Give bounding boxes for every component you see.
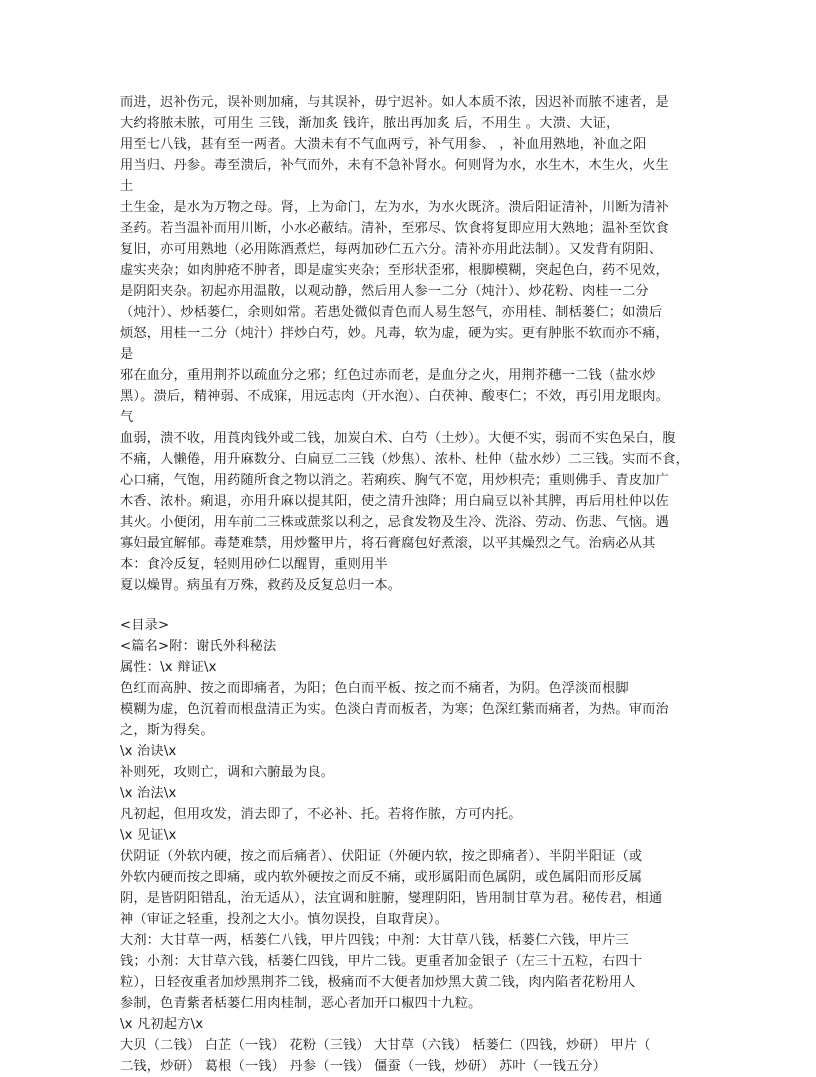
text-line: 黑）。溃后，精神弱、不成寐，用远志肉（开水泡）、白茯神、酸枣仁；不效，再引用龙眼肉。	[120, 389, 670, 404]
text-line: 外软内硬而按之即痛，或内软外硬按之而反不痛，或形属阳而色属阴，或色属阳而形反属	[120, 870, 643, 885]
subheading: \x 凡初起方\x	[120, 1017, 204, 1032]
text-line: 之，斯为得矣。	[120, 723, 214, 738]
text-line: 其火。小便闭，用车前二三株或蔗浆以利之，忌食发物及生冷、洗浴、劳动、伤悲、气恼。遇	[120, 515, 669, 530]
text-line: 凡初起，但用攻发，消去即了，不必补、托。若将作脓，方可内托。	[120, 807, 522, 822]
text-line: 木香、浓朴。痢退，亦用升麻以提其阳，使之清升浊降；用白扁豆以补其脾，再后用杜仲以佐	[120, 494, 669, 509]
subheading: \x 见证\x	[120, 828, 177, 843]
text-line: 土	[120, 179, 134, 194]
document-page	[120, 92, 710, 1077]
section-spacer	[120, 596, 710, 615]
text-line: 夏以燥胃。病虽有万殊，救药及反复总归一本。	[120, 578, 402, 593]
text-line: 大剂：大甘草一两，栝蒌仁八钱，甲片四钱；中剂：大甘草八钱，栝蒌仁六钱，甲片三	[120, 933, 629, 948]
text-line: 粒），日轻夜重者加炒黑荆芥二钱，极痛而不大便者加炒黑大黄二钱，肉内陷者花粉用人	[120, 975, 636, 990]
text-line: 本：食冷反复，轻则用砂仁以醒胃，重则用半	[120, 557, 388, 572]
text-section-treatment	[120, 92, 710, 596]
text-line: 神（审证之轻重，投剂之大小。慎勿误投，自取背戾）。	[120, 912, 449, 927]
text-line: 是	[120, 347, 134, 362]
text-line: 土生金，是水为万物之母。肾，上为命门，左为水，为水火既济。溃后阳证清补，川断为清补	[120, 200, 669, 215]
text-line: 血弱，溃不收，用莨肉钱外或二钱，加炭白术、白芍（土炒）。大便不实，弱而不实色呆白，腹	[120, 431, 676, 446]
text-line: 大贝（二钱） 白芷（一钱） 花粉（三钱） 大甘草（六钱） 栝蒌仁（四钱，炒研） 甲片（	[120, 1038, 651, 1053]
text-line: 烦怒，用桂一二分（炖汁）拌炒白芍，妙。凡毒，软为虚，硬为实。更有肿胀不软而亦不痛，	[120, 326, 669, 341]
text-line: 复旧，亦可用熟地（必用陈酒煮烂，每两加砂仁五六分。清补亦用此法制）。又发背有阴阳、	[120, 242, 663, 257]
text-section-xie-secret-methods	[120, 615, 710, 1077]
chapter-title: <篇名>附：谢氏外科秘法	[120, 639, 277, 654]
text-line: 补则死，攻则亡，调和六腑最为良。	[120, 765, 335, 780]
text-line: 是阴阳夹杂。初起亦用温散，以观动静，然后用人参一二分（炖汁）、炒花粉、肉桂一二分	[120, 284, 649, 299]
text-line: 而进，迟补伤元，误补则加痛，与其误补，毋宁迟补。如人本质不浓，因迟补而脓不速者，是	[120, 95, 669, 110]
text-line: 模糊为虚，色沉着而根盘清正为实。色淡白青而板者，为寒；色深红紫而痛者，为热。审而治	[120, 702, 669, 717]
text-line: 邪在血分，重用荆芥以疏血分之邪；红色过赤而老，是血分之火，用荆芥穗一二钱（盐水炒	[120, 368, 656, 383]
text-line: 寡妇最宜解郁。毒楚难禁，用炒鳖甲片，将石膏腐包好煮滚，以平其燥烈之气。治病必从其	[120, 536, 656, 551]
text-line: 心口痛，气饱，用药随所食之物以消之。若痢疾、胸气不宽，用炒枳壳；重则佛手、青皮加广	[120, 473, 669, 488]
text-line: 气	[120, 410, 134, 425]
text-line: 钱；小剂：大甘草六钱，栝蒌仁四钱，甲片二钱。更重者加金银子（左三十五粒，右四十	[120, 954, 643, 969]
text-line: 用至七八钱，甚有至一两者。大溃未有不气血两亏，补气用参、 ，补血用熟地，补血之阳	[120, 137, 647, 152]
subheading: \x 治法\x	[120, 786, 177, 801]
text-line: 参制，色青紫者栝蒌仁用肉桂制，恶心者加开口椒四十九粒。	[120, 996, 482, 1011]
text-line: 不痛，人懒倦，用升麻数分、白扁豆二三钱（炒焦）、浓朴、杜仲（盐水炒）二三钱。实而不食，	[120, 452, 690, 467]
attribute-line: 属性：\x 辩证\x	[120, 660, 217, 675]
text-line: 伏阴证（外软内硬，按之而后痛者）、伏阳证（外硬内软，按之即痛者）、半阴半阳证（或	[120, 849, 643, 864]
text-line: 大约将脓未脓，可用生 三钱，渐加炙 钱许，脓出再加炙 后，不用生 。大溃、大证，	[120, 116, 620, 131]
text-line: 阴，是皆阴阳错乱，治无适从），法宜调和脏腑，燮理阴阳，皆用制甘草为君。秘传君，相通	[120, 891, 663, 906]
text-line: 圣药。若当温补而用川断，小水必蔽结。清补，至邪尽、饮食将复即应用大熟地；温补至饮食	[120, 221, 669, 236]
text-line: 虚实夹杂；如肉肿疮不肿者，即是虚实夹杂；至形状歪邪，根脚模糊，突起色白，药不见效，	[120, 263, 669, 278]
text-line: （炖汁）、炒栝蒌仁，余则如常。若患处微似青色而人易生怒气，亦用桂、制栝蒌仁；如溃后	[120, 305, 663, 320]
subheading: \x 治诀\x	[120, 744, 177, 759]
text-line: 二钱，炒研） 葛根（一钱） 丹参（一钱） 僵蚕（一钱，炒研） 苏叶（一钱五分）	[120, 1059, 607, 1074]
text-line: 用当归、丹参。毒至溃后，补气而外，未有不急补肾水。何则肾为水，水生木，木生火，火生	[120, 158, 669, 173]
toc-marker: <目录>	[120, 618, 170, 633]
text-line: 色红而高肿、按之而即痛者，为阳；色白而平板、按之而不痛者，为阴。色浮淡而根脚	[120, 681, 629, 696]
